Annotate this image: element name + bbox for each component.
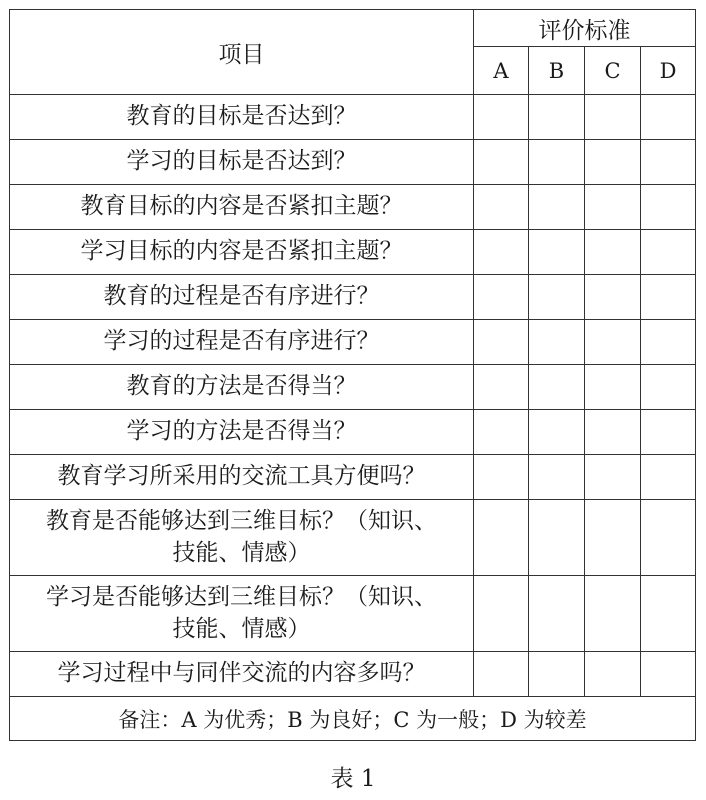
- header-grade-d: D: [641, 47, 696, 95]
- grade-cell-c: [585, 455, 641, 500]
- question-cell: 教育学习所采用的交流工具方便吗？: [10, 455, 474, 500]
- table-row: [10, 230, 696, 275]
- table-note: 备注：A 为优秀；B 为良好；C 为一般；D 为较差: [10, 697, 696, 741]
- header-grade-b: B: [529, 47, 585, 95]
- grade-cell-b: [529, 455, 585, 500]
- table-row: [10, 185, 696, 230]
- header-item: 项目: [10, 10, 474, 95]
- grade-cell-d: [641, 275, 696, 320]
- grade-cell-c: [585, 365, 641, 410]
- question-cell: 学习的方法是否得当？: [10, 410, 474, 455]
- grade-cell-b: [529, 576, 585, 652]
- header-grade-a: A: [474, 47, 529, 95]
- grade-cell-d: [641, 95, 696, 140]
- question-line-2: 技能、情感）: [172, 615, 311, 642]
- question-cell: 学习的过程是否有序进行？: [10, 320, 474, 365]
- grade-cell-a: [474, 455, 529, 500]
- table-row: [10, 410, 696, 455]
- grade-cell-b: [529, 95, 585, 140]
- table-caption: 表 1: [330, 766, 376, 792]
- grade-cell-b: [529, 275, 585, 320]
- question-cell: [10, 576, 474, 652]
- grade-cell-c: [585, 652, 641, 697]
- grade-cell-a: [474, 320, 529, 365]
- grade-cell-d: [641, 365, 696, 410]
- question-cell: 学习的目标是否达到？: [10, 140, 474, 185]
- grade-cell-c: [585, 140, 641, 185]
- grade-cell-b: [529, 140, 585, 185]
- table-row: [10, 500, 696, 576]
- grade-cell-a: [474, 652, 529, 697]
- grade-cell-a: [474, 576, 529, 652]
- question-cell: 教育的目标是否达到？: [10, 95, 474, 140]
- question-cell: [10, 500, 474, 576]
- grade-cell-c: [585, 95, 641, 140]
- table-row: [10, 95, 696, 140]
- grade-cell-a: [474, 365, 529, 410]
- grade-cell-a: [474, 95, 529, 140]
- table-row: [10, 320, 696, 365]
- grade-cell-c: [585, 185, 641, 230]
- question-cell: 学习过程中与同伴交流的内容多吗？: [10, 652, 474, 697]
- table-row: [10, 652, 696, 697]
- grade-cell-a: [474, 185, 529, 230]
- question-cell: 学习目标的内容是否紧扣主题？: [10, 230, 474, 275]
- header-criteria: 评价标准: [474, 10, 696, 47]
- evaluation-table: [9, 9, 696, 741]
- grade-cell-a: [474, 500, 529, 576]
- grade-cell-c: [585, 275, 641, 320]
- grade-cell-c: [585, 230, 641, 275]
- grade-cell-c: [585, 500, 641, 576]
- question-cell: 教育的方法是否得当？: [10, 365, 474, 410]
- grade-cell-b: [529, 230, 585, 275]
- grade-cell-a: [474, 230, 529, 275]
- question-cell: 教育目标的内容是否紧扣主题？: [10, 185, 474, 230]
- grade-cell-b: [529, 652, 585, 697]
- grade-cell-b: [529, 500, 585, 576]
- grade-cell-c: [585, 576, 641, 652]
- grade-cell-d: [641, 230, 696, 275]
- grade-cell-d: [641, 576, 696, 652]
- table-row: [10, 365, 696, 410]
- table-row: [10, 576, 696, 652]
- question-cell: 教育的过程是否有序进行？: [10, 275, 474, 320]
- grade-cell-a: [474, 410, 529, 455]
- grade-cell-c: [585, 410, 641, 455]
- grade-cell-b: [529, 365, 585, 410]
- grade-cell-d: [641, 140, 696, 185]
- table-row: [10, 140, 696, 185]
- table-row: [10, 455, 696, 500]
- grade-cell-d: [641, 652, 696, 697]
- grade-cell-d: [641, 500, 696, 576]
- table-row: [10, 275, 696, 320]
- question-line-2: 技能、情感）: [172, 539, 311, 566]
- grade-cell-d: [641, 410, 696, 455]
- grade-cell-b: [529, 410, 585, 455]
- grade-cell-d: [641, 455, 696, 500]
- grade-cell-a: [474, 275, 529, 320]
- grade-cell-b: [529, 185, 585, 230]
- grade-cell-b: [529, 320, 585, 365]
- header-grade-c: C: [585, 47, 641, 95]
- question-line-1: 教育是否能够达到三维目标？（知识、: [46, 508, 437, 535]
- question-line-1: 学习是否能够达到三维目标？（知识、: [46, 584, 437, 611]
- grade-cell-c: [585, 320, 641, 365]
- grade-cell-d: [641, 320, 696, 365]
- grade-cell-d: [641, 185, 696, 230]
- grade-cell-a: [474, 140, 529, 185]
